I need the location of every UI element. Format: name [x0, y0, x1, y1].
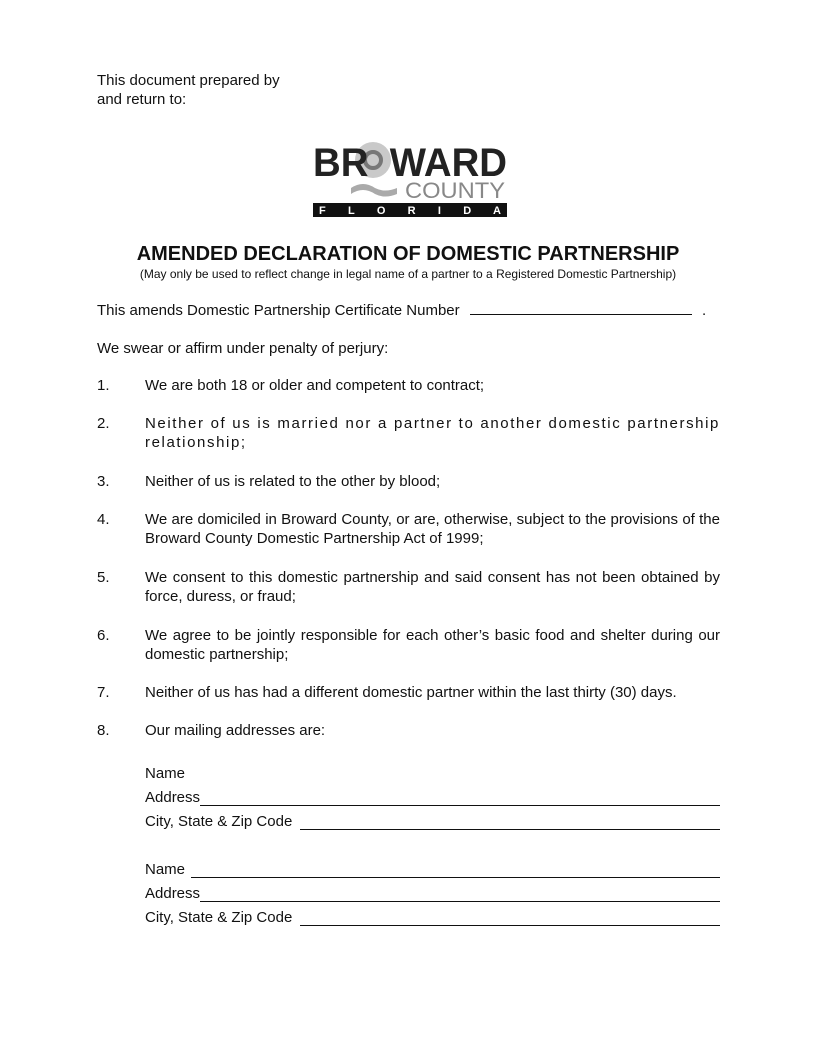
broward-county-logo — [313, 138, 507, 218]
list-item — [97, 414, 720, 452]
swear-statement: We swear or affirm under penalty of perjury: — [97, 340, 389, 357]
logo-broward: BR WARD — [313, 141, 507, 185]
list-item — [97, 472, 720, 491]
address-label: Address — [145, 885, 201, 902]
certificate-end: . — [701, 302, 707, 319]
item-number: 6. — [97, 627, 110, 644]
item-text: Neither of us is married nor a partner to another domestic partnership relationship; — [145, 415, 720, 451]
return-to-line: and return to: — [97, 91, 187, 108]
logo-florida: F L O R I D A — [319, 205, 501, 217]
item-text: We consent to this domestic partnership and said consent has not been obtained by force, duress, or fraud; — [145, 569, 720, 605]
partner1-city-field[interactable] — [300, 815, 720, 830]
document-subtitle: (May only be used to reflect change in legal name of a partner to a Registered Domestic Partnership) — [139, 267, 677, 281]
partner2-city-row — [145, 909, 720, 926]
partner1-city-row — [145, 813, 720, 830]
item-text: Our mailing addresses are: — [145, 722, 326, 739]
list-item — [97, 510, 720, 548]
list-item — [97, 568, 720, 606]
item-number: 1. — [97, 377, 110, 394]
prepared-by-line: This document prepared by — [97, 72, 280, 89]
prepared-by-block — [97, 71, 280, 109]
partner2-address-row — [145, 885, 720, 902]
item-number: 8. — [97, 722, 110, 739]
list-item — [97, 626, 720, 664]
partner2-name-field[interactable] — [191, 863, 720, 878]
item-text: We are domiciled in Broward County, or are, otherwise, subject to the provisions of the Broward County Domestic Partnership Act of 1999; — [145, 511, 720, 547]
list-item — [97, 376, 720, 395]
partner1-address-field[interactable] — [200, 791, 720, 806]
certificate-number-row — [97, 300, 706, 319]
partner2-city-field[interactable] — [300, 911, 720, 926]
item-number: 5. — [97, 569, 110, 586]
item-text: Neither of us is related to the other by blood; — [145, 473, 441, 490]
list-item — [97, 721, 720, 740]
city-label: City, State & Zip Code — [145, 813, 293, 830]
certificate-label: This amends Domestic Partnership Certificate Number — [97, 302, 460, 319]
item-text: Neither of us has had a different domestic partner within the last thirty (30) days. — [145, 684, 677, 701]
list-item — [97, 683, 720, 702]
partner2-address-field[interactable] — [200, 887, 720, 902]
address-label: Address — [145, 789, 201, 806]
partner1-name-row — [145, 765, 720, 782]
item-text: We are both 18 or older and competent to contract; — [145, 377, 485, 394]
logo-county: COUNTY — [405, 178, 506, 203]
city-label: City, State & Zip Code — [145, 909, 293, 926]
item-number: 4. — [97, 511, 110, 528]
item-number: 2. — [97, 415, 110, 432]
certificate-number-field[interactable] — [470, 300, 692, 315]
document-title: AMENDED DECLARATION OF DOMESTIC PARTNERSHIP — [136, 243, 680, 265]
item-number: 3. — [97, 473, 110, 490]
partner2-name-row — [145, 861, 720, 878]
item-text: We agree to be jointly responsible for each other’s basic food and shelter during our domestic partnership; — [145, 627, 720, 663]
item-number: 7. — [97, 684, 110, 701]
partner1-address-row — [145, 789, 720, 806]
name-label: Name — [145, 765, 186, 782]
name-label: Name — [145, 861, 186, 878]
